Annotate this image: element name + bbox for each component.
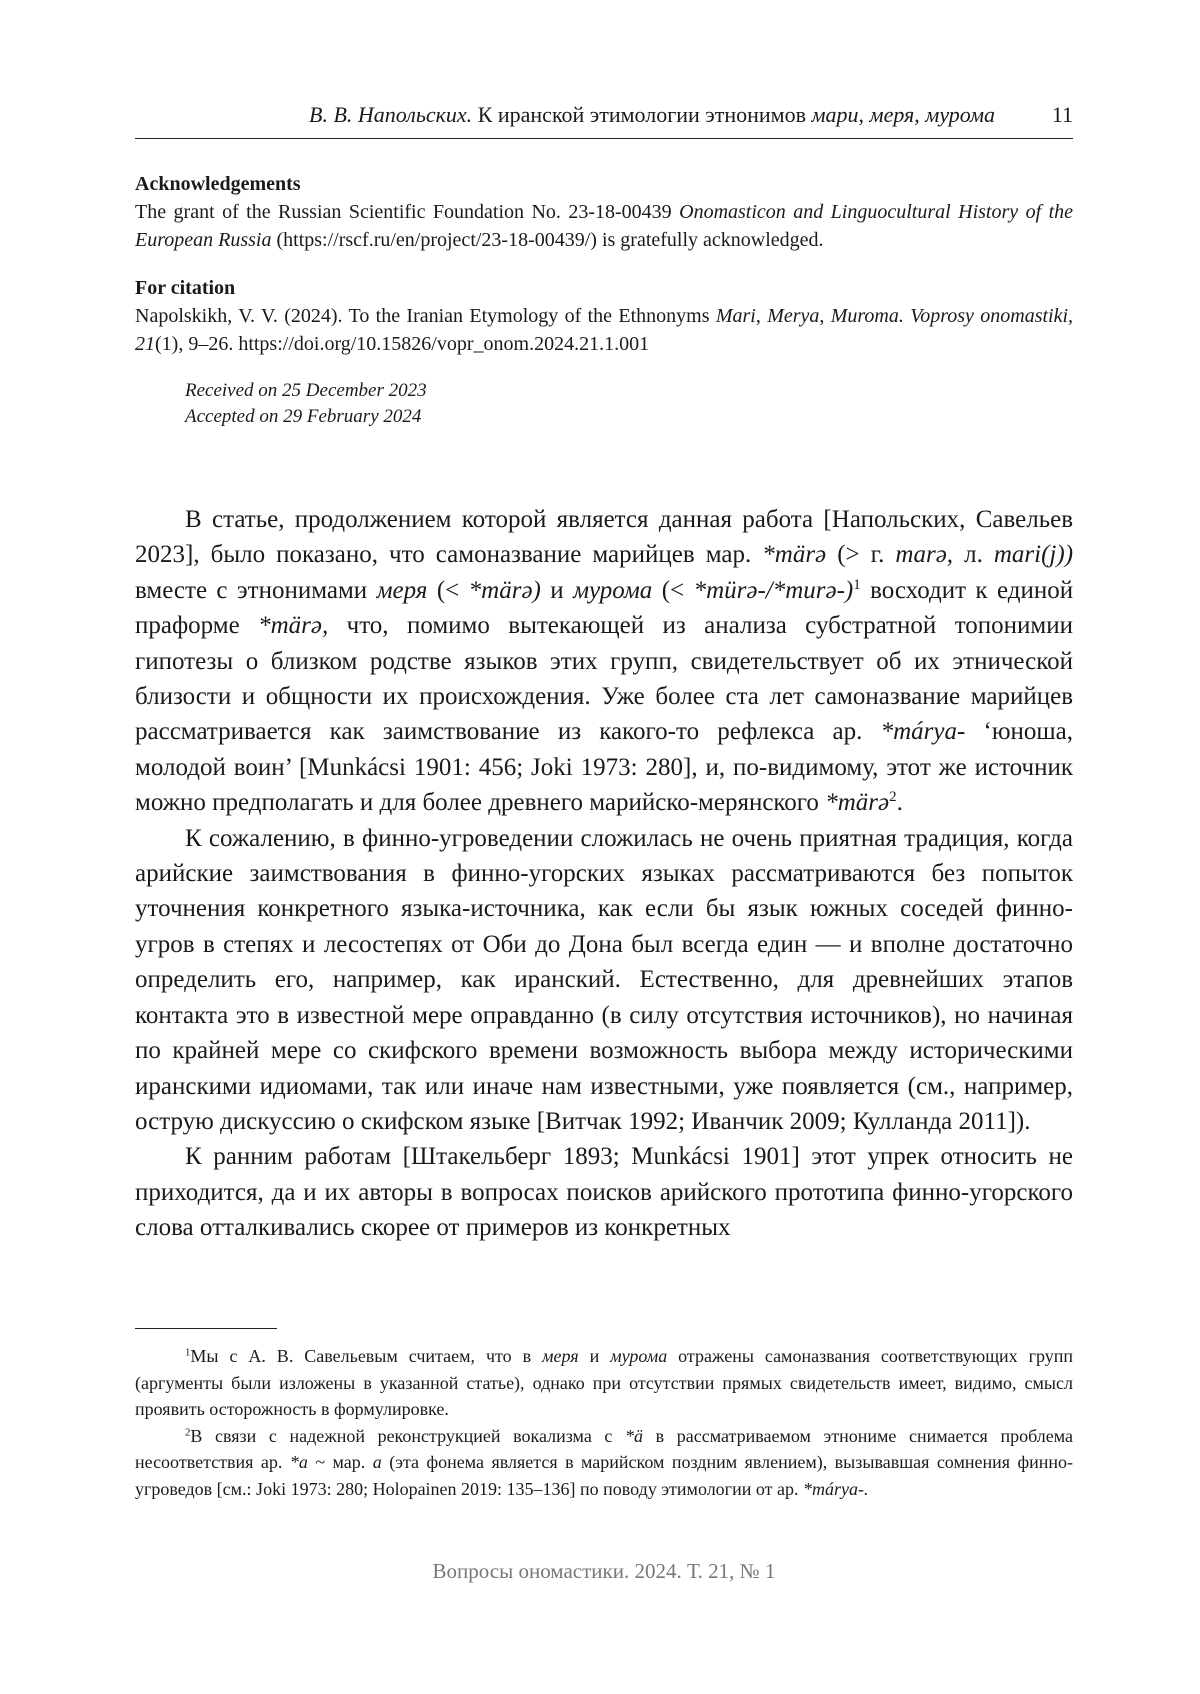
footnotes bbox=[135, 1343, 1073, 1502]
footnote-2: $^2$В связи с надежной реконструкцией вокализма с *ä в рассматриваемом этнониме снимается проблема несоответствия ар. *a ~ мар. a (эта фонема является в марийском поздним явлением), вызывавшая сомнения финно-угроведов [см.: Joki 1973: 280; Holopainen 2019: 135–136] по поводу этимологии от ар. *márya-. bbox=[135, 1425, 1074, 1499]
footnote-ref-1[interactable]: 1 bbox=[853, 576, 861, 593]
article-body bbox=[135, 502, 1073, 1246]
footnote-1: $^1$Мы с А. В. Савельевым считаем, что в меря и мурома отражены самоназвания соответствующих групп (аргументы были изложены в указанной статье), однако при отсутствии прямых свидетельств имеет, видимо, смысл проявить осторожность в формулировке. bbox=[135, 1346, 1074, 1419]
footnote-ref-2[interactable]: 2 bbox=[889, 789, 897, 806]
received-date: Received on 25 December 2023 bbox=[185, 380, 427, 401]
acknowledgements-section bbox=[135, 170, 1073, 254]
citation-section bbox=[135, 274, 1073, 358]
journal-footer: Вопросы ономастики. 2024. Т. 21, № 1 bbox=[432, 1559, 776, 1583]
paragraph-3: К ранним работам [Штакельберг 1893; Munkácsi 1901] этот упрек относить не приходится, да и их авторы в вопросах поисков арийского прототипа финно-угорского слова отталкивались скорее от примеров из конкретных bbox=[135, 1143, 1073, 1242]
citation-text: Napolskikh, V. V. (2024). To the Iranian Etymology of the Ethnonyms Mari, Merya, Muroma. Voprosy onomastiki, 21(1), 9–26. https://doi.org/10.15826/vopr_onom.2024.21.1.001 bbox=[135, 305, 1074, 355]
running-head bbox=[135, 102, 1073, 139]
acknowledgements-text: The grant of the Russian Scientific Foundation No. 23-18-00439 Onomasticon and Linguocultural History of the European Russia (https://rscf.ru/en/project/23-18-00439/) is gratefully acknowledged. bbox=[135, 201, 1074, 251]
footnote-divider bbox=[135, 1328, 277, 1329]
submission-dates bbox=[185, 378, 427, 430]
page-number: 11 bbox=[1051, 102, 1073, 127]
citation-heading: For citation bbox=[135, 277, 236, 299]
paragraph-1: В статье, продолжением которой является данная работа [Напольских, Савельев 2023], было показано, что самоназвание марийцев мар. *märə (> г. marə, л. mari(j)) вместе с этнонимами меря (< *märə) и мурома (< *mürə-/*murə-)$^1$ восходит к единой праформе *märə, что, помимо вытекающей из анализа субстратной топонимии гипотезы о близком родстве языков этих групп, свидетельствует об их этнической близости и общности их происхождения. Уже более ста лет самоназвание марийцев рассматривается как заимствование из какого-то рефлекса ар. *márya- ‘юноша, молодой воин’ [Munkácsi 1901: 456; Joki 1973: 280], и, по-видимому, этот же источник можно предполагать и для более древнего марийско-мерянского *märə$^2$. bbox=[135, 506, 1074, 817]
acknowledgements-heading: Acknowledgements bbox=[135, 173, 301, 195]
accepted-date: Accepted on 29 February 2024 bbox=[185, 406, 422, 427]
running-head-title: В. В. Напольских. К иранской этимологии этнонимов мари, меря, мурома bbox=[309, 102, 995, 127]
paragraph-2: К сожалению, в финно-угроведении сложилась не очень приятная традиция, когда арийские заимствования в финно-угорских языках рассматриваются без попыток уточнения конкретного языка-источника, как если бы язык южных соседей финно-угров в степях и лесостепях от Оби до Дона был всегда един — и вполне достаточно определить его, например, как иранский. Естественно, для древнейших этапов контакта это в известной мере оправданно (в силу отсутствия источников), но начиная по крайней мере со скифского времени возможность выбора между историческими иранскими идиомами, так или иначе нам известными, уже появляется (см., например, острую дискуссию о скифском языке [Витчак 1992; Иванчик 2009; Кулланда 2011]). bbox=[135, 824, 1073, 1135]
